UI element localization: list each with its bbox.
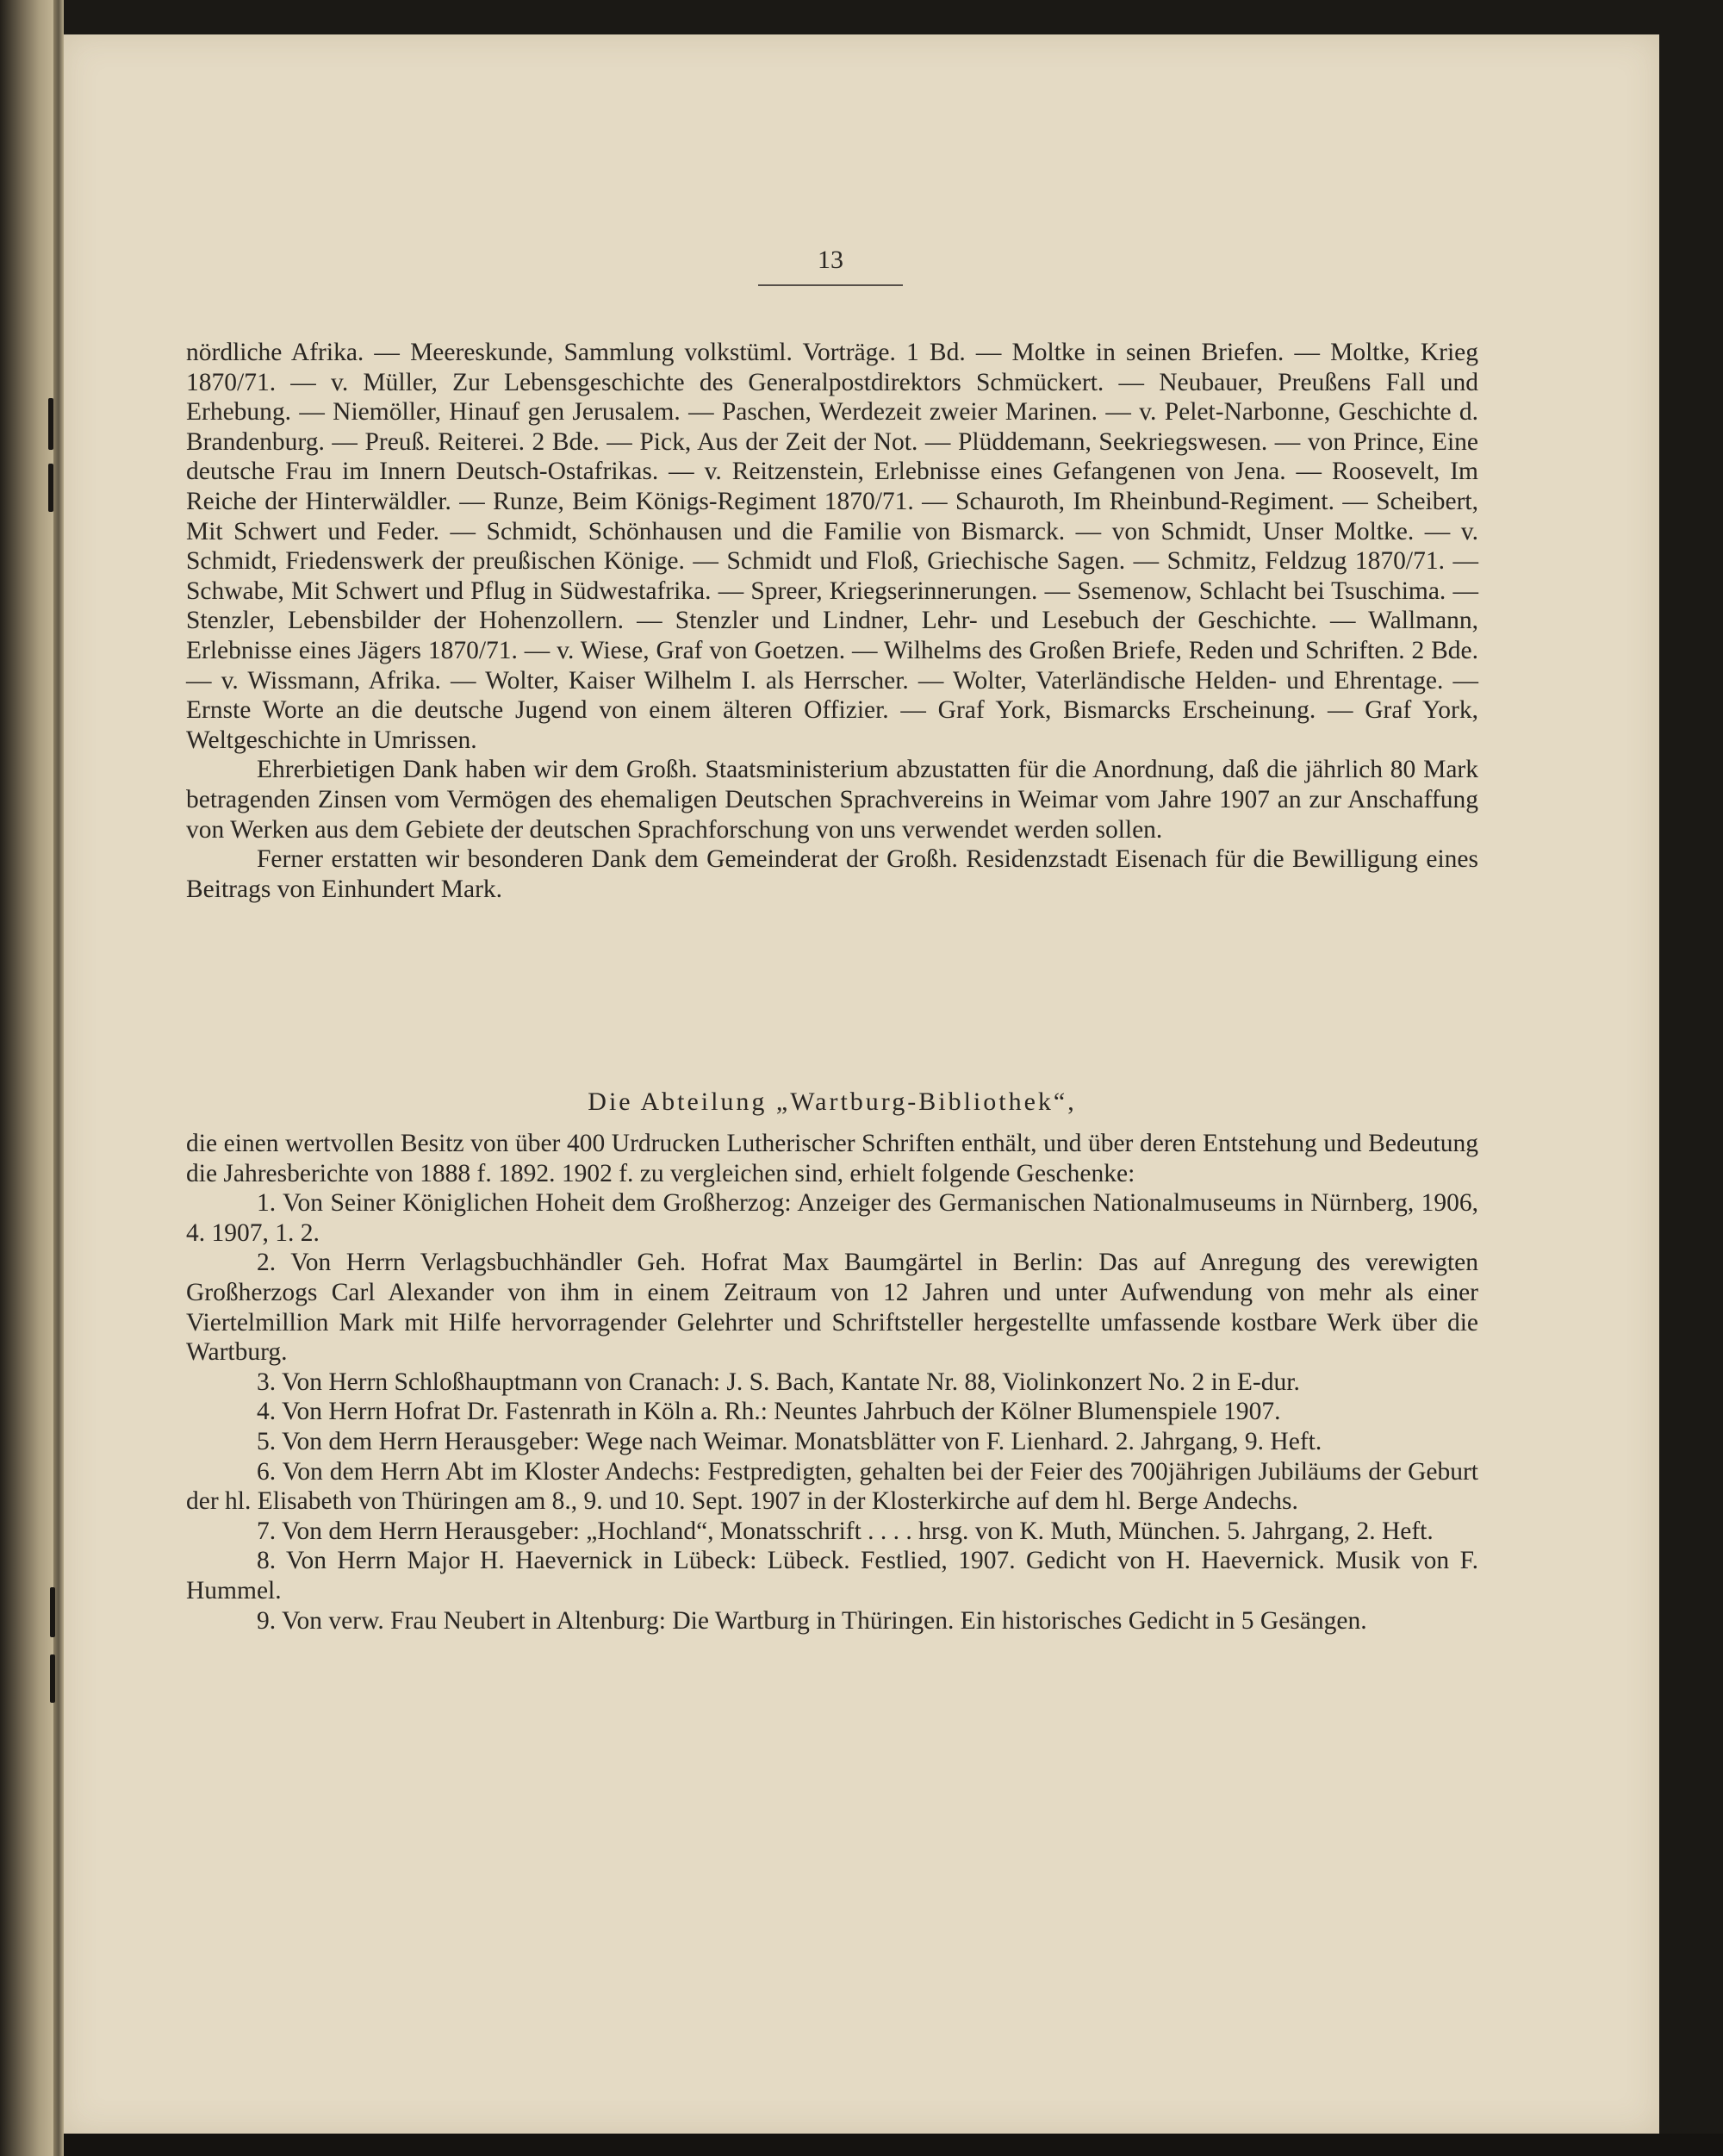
thanks-paragraph-council: Ferner erstatten wir besonderen Dank dem Gemeinderat der Großh. Residenzstadt Eisenach für die Bewilligung eines Beitrags von Einhundert Mark. xyxy=(186,845,1478,903)
page-bottom-shadow xyxy=(64,2134,1723,2156)
binding-thread-mark xyxy=(50,1654,55,1703)
gift-item: 7. Von dem Herrn Herausgeber: „Hochland“, Monatsschrift . . . . hrsg. von K. Muth, München. 5. Jahrgang, 2. Heft. xyxy=(257,1517,1434,1545)
gift-item: 5. Von dem Herrn Herausgeber: Wege nach Weimar. Monatsblätter von F. Lienhard. 2. Jahrgang, 9. Heft. xyxy=(257,1427,1322,1455)
section-heading: Die Abteilung „Wartburg-Bibliothek“, xyxy=(588,1087,1077,1116)
gift-item: 9. Von verw. Frau Neubert in Altenburg: Die Wartburg in Thüringen. Ein historisches Gedicht in 5 Gesängen. xyxy=(257,1606,1367,1635)
binding-thread-mark xyxy=(48,398,53,450)
page-number: 13 xyxy=(758,236,903,286)
text-block-books xyxy=(186,338,1478,904)
gift-item: 3. Von Herrn Schloßhauptmann von Cranach: J. S. Bach, Kantate Nr. 88, Violinkonzert No. 2 in E-dur. xyxy=(257,1368,1300,1396)
page-left-edge xyxy=(0,0,60,2156)
gift-item: 2. Von Herrn Verlagsbuchhändler Geh. Hofrat Max Baumgärtel in Berlin: Das auf Anregung des verewigten Großherzogs Carl Alexander von ihm in einem Zeitraum von 12 Jahren und unter Aufwendung von mehr als einer Viertelmillion Mark mit Hilfe hervorragender Gelehrter und Schriftsteller hergestellte umfassende kostbare Werk über die Wartburg. xyxy=(186,1249,1478,1367)
gift-item: 4. Von Herrn Hofrat Dr. Fastenrath in Köln a. Rh.: Neuntes Jahrbuch der Kölner Blumenspiele 1907. xyxy=(257,1398,1281,1426)
page-fold xyxy=(53,0,64,2156)
thanks-paragraph-ministry: Ehrerbietigen Dank haben wir dem Großh. Staatsministerium abzustatten für die Anordnung, daß die jährlich 80 Mark betragenden Zinsen vom Vermögen des ehemaligen Deutschen Sprachvereins in Weimar vom Jahre 1907 an zur Anschaffung von Werken aus dem Gebiete der deutschen Sprachforschung von uns verwendet werden sollen. xyxy=(186,756,1478,844)
gift-item: 8. Von Herrn Major H. Haevernick in Lübeck: Lübeck. Festlied, 1907. Gedicht von H. Haevernick. Musik von F. Hummel. xyxy=(186,1547,1478,1605)
gift-item: 6. Von dem Herrn Abt im Kloster Andechs: Festpredigten, gehalten bei der Feier des 700jährigen Jubiläums der Geburt der hl. Elisabeth von Thüringen am 8., 9. und 10. Sept. 1907 in der Klosterkirche auf dem hl. Berge Andechs. xyxy=(186,1457,1478,1516)
binding-thread-mark xyxy=(48,464,53,512)
book-list-paragraph: nördliche Afrika. — Meereskunde, Sammlung volkstüml. Vorträge. 1 Bd. — Moltke in seinen Briefen. — Moltke, Krieg 1870/71. — v. Müller, Zur Lebensgeschichte des Generalpostdirektors Schmückert. — Neubauer, Preußens Fall und Erhebung. — Niemöller, Hinauf gen Jerusalem. — Paschen, Werdezeit zweier Marinen. — v. Pelet-Narbonne, Geschichte d. Brandenburg. — Preuß. Reiterei. 2 Bde. — Pick, Aus der Zeit der Not. — Plüddemann, Seekriegswesen. — von Prince, Eine deutsche Frau im Innern Deutsch-Ostafrikas. — v. Reitzenstein, Erlebnisse eines Gefangenen von Jena. — Roosevelt, Im Reiche der Hinterwäldler. — Runze, Beim Königs-Regiment 1870/71. — Schauroth, Im Rheinbund-Regiment. — Scheibert, Mit Schwert und Feder. — Schmidt, Schönhausen und die Familie von Bismarck. — von Schmidt, Unser Moltke. — v. Schmidt, Friedenswerk der preußischen Könige. — Schmidt und Floß, Griechische Sagen. — Schmitz, Feldzug 1870/71. — Schwabe, Mit Schwert und Pflug in Südwestafrika. — Spreer, Kriegserinnerungen. — Ssemenow, Schlacht bei Tsuschima. — Stenzler, Lebensbilder der Hohenzollern. — Stenzler und Lindner, Lehr- und Lesebuch der Geschichte. — Wallmann, Erlebnisse eines Jägers 1870/71. — v. Wiese, Graf von Goetzen. — Wilhelms des Großen Briefe, Reden und Schriften. 2 Bde. — v. Wissmann, Afrika. — Wolter, Kaiser Wilhelm I. als Herrscher. — Wolter, Vaterländische Helden- und Ehrentage. — Ernste Worte an die deutsche Jugend von einem älteren Offizier. — Graf York, Bismarcks Erscheinung. — Graf York, Weltgeschichte in Umrissen. xyxy=(186,339,1478,754)
text-block-gifts xyxy=(186,1129,1478,1636)
section-intro: die einen wertvollen Besitz von über 400 Urdrucken Lutherischer Schriften enthält, und über deren Entstehung und Bedeutung die Jahresberichte von 1888 f. 1892. 1902 f. zu vergleichen sind, erhielt folgende Geschenke: xyxy=(186,1130,1478,1187)
binding-thread-mark xyxy=(50,1587,55,1637)
gift-item: 1. Von Seiner Königlichen Hoheit dem Großherzog: Anzeiger des Germanischen Nationalmuseums in Nürnberg, 1906, 4. 1907, 1. 2. xyxy=(186,1189,1478,1247)
